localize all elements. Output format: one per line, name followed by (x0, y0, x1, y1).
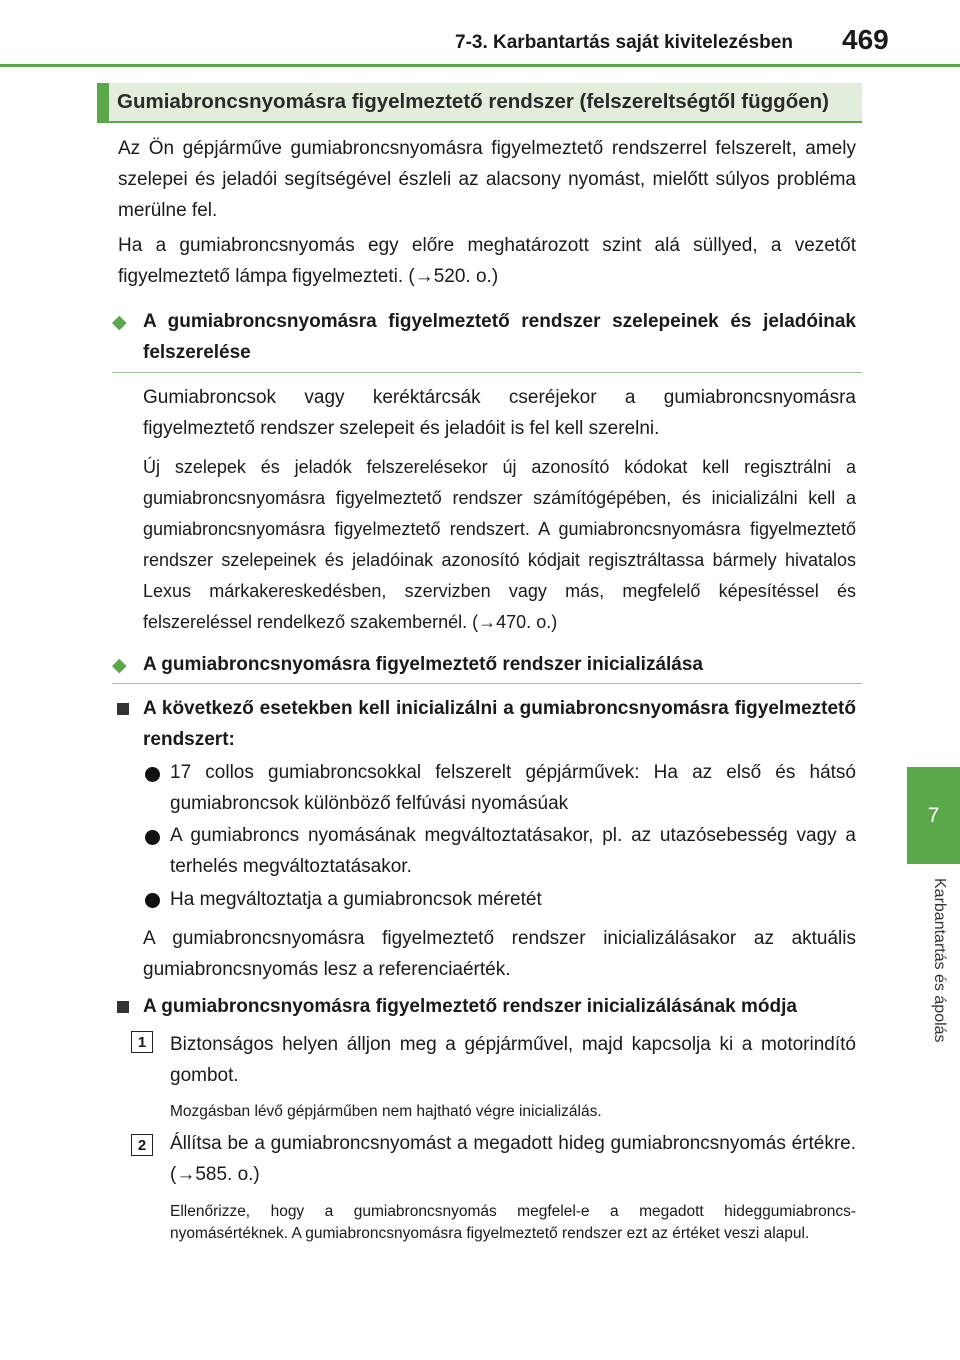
step-1-text: Biztonságos helyen álljon meg a gépjárművel, majd kapcsolja ki a motorindító gombot. (170, 1034, 856, 1086)
section-title: Gumiabroncsnyomásra figyelmeztető rendszer (felszereltségtől függően) (97, 83, 862, 123)
chapter-tab[interactable] (907, 767, 960, 864)
square-bullet-icon (117, 703, 129, 715)
bullet-dot-icon (145, 830, 160, 845)
diamond-bullet-icon: ◆ (112, 655, 127, 676)
when-to-initialize-heading: A következő esetekben kell inicializálni a gumiabroncsnyomásra figyelmeztető rendszert: (143, 698, 856, 750)
reference-note: A gumiabroncsnyomásra figyelmeztető rendszer inicializálásakor az aktuális gumiabroncsnyomás lesz a referenciaérték. (143, 928, 856, 980)
installation-paragraph-2: Új szelepek és jeladók felszerelésekor új azonosító kódokat kell regisztrálni a gumiabroncsnyomásra figyelmeztető rendszer számítógépében, és inicializálni kell a gumiabroncsnyomásra figyelmeztető rendszert. A gumiabroncsnyomásra figyelmeztető rendszer szelepeinek és jeladóinak azonosító kódjait regisztráltassa bármely hivatalos Lexus márkakereskedésben, szervizben vagy más, megfelelő képesítéssel és felszereléssel rendelkező szakembernél. (→470. o.) (143, 457, 856, 632)
bullet-dot-icon (145, 893, 160, 908)
bullet-dot-icon (145, 767, 160, 782)
installation-paragraph-1: Gumiabroncsok vagy keréktárcsák cseréjekor a gumiabroncsnyomásra figyelmeztető rendszer szelepeit és jeladóit is fel kell szerelni. (143, 387, 856, 439)
how-to-initialize-heading: A gumiabroncsnyomásra figyelmeztető rendszer inicializálásának módja (143, 996, 797, 1017)
list-item: 17 collos gumiabroncsokkal felszerelt gépjárművek: Ha az első és hátsó gumiabroncsok különböző felfúvási nyomásúak (170, 762, 856, 814)
step-2-text: Állítsa be a gumiabroncsnyomást a megadott hideg gumiabroncsnyomás értékre. (→585. o.) (170, 1133, 856, 1185)
step-number-badge: 1 (131, 1031, 153, 1053)
diamond-bullet-icon: ◆ (112, 312, 127, 333)
installation-heading: A gumiabroncsnyomásra figyelmeztető rendszer szelepeinek és jeladóinak felszerelése (143, 311, 856, 363)
list-item: Ha megváltoztatja a gumiabroncsok méretét (170, 889, 542, 910)
initialization-divider (112, 683, 862, 684)
step-2-note: Ellenőrizze, hogy a gumiabroncsnyomás megfelel-e a megadott hideggumiabroncs-nyomásértéknek. A gumiabroncsnyomásra figyelmeztető rendszer ezt az értéket veszi alapul. (170, 1203, 856, 1242)
header-divider (0, 64, 960, 67)
installation-divider (112, 372, 862, 373)
intro-paragraph-2: Ha a gumiabroncsnyomás egy előre meghatározott szint alá süllyed, a vezetőt figyelmeztető lámpa figyelmezteti. (→520. o.) (118, 235, 856, 287)
chapter-title-vertical: Karbantartás és ápolás (931, 878, 948, 1043)
step-1-note: Mozgásban lévő gépjárműben nem hajtható végre inicializálás. (170, 1103, 602, 1120)
intro-paragraph-1: Az Ön gépjárműve gumiabroncsnyomásra figyelmeztető rendszerrel felszerelt, amely szelepei és jeladói segítségével észleli az alacsony nyomást, mielőtt súlyos probléma merülne fel. (118, 138, 856, 221)
header-section-title: 7-3. Karbantartás saját kivitelezésben (455, 32, 793, 53)
initialization-heading: A gumiabroncsnyomásra figyelmeztető rendszer inicializálása (143, 654, 703, 675)
page-number: 469 (842, 24, 889, 55)
step-number-badge: 2 (131, 1134, 153, 1156)
chapter-number: 7 (927, 803, 940, 827)
square-bullet-icon (117, 1001, 129, 1013)
list-item: A gumiabroncs nyomásának megváltoztatásakor, pl. az utazósebesség vagy a terhelés megváltoztatásakor. (170, 825, 856, 877)
